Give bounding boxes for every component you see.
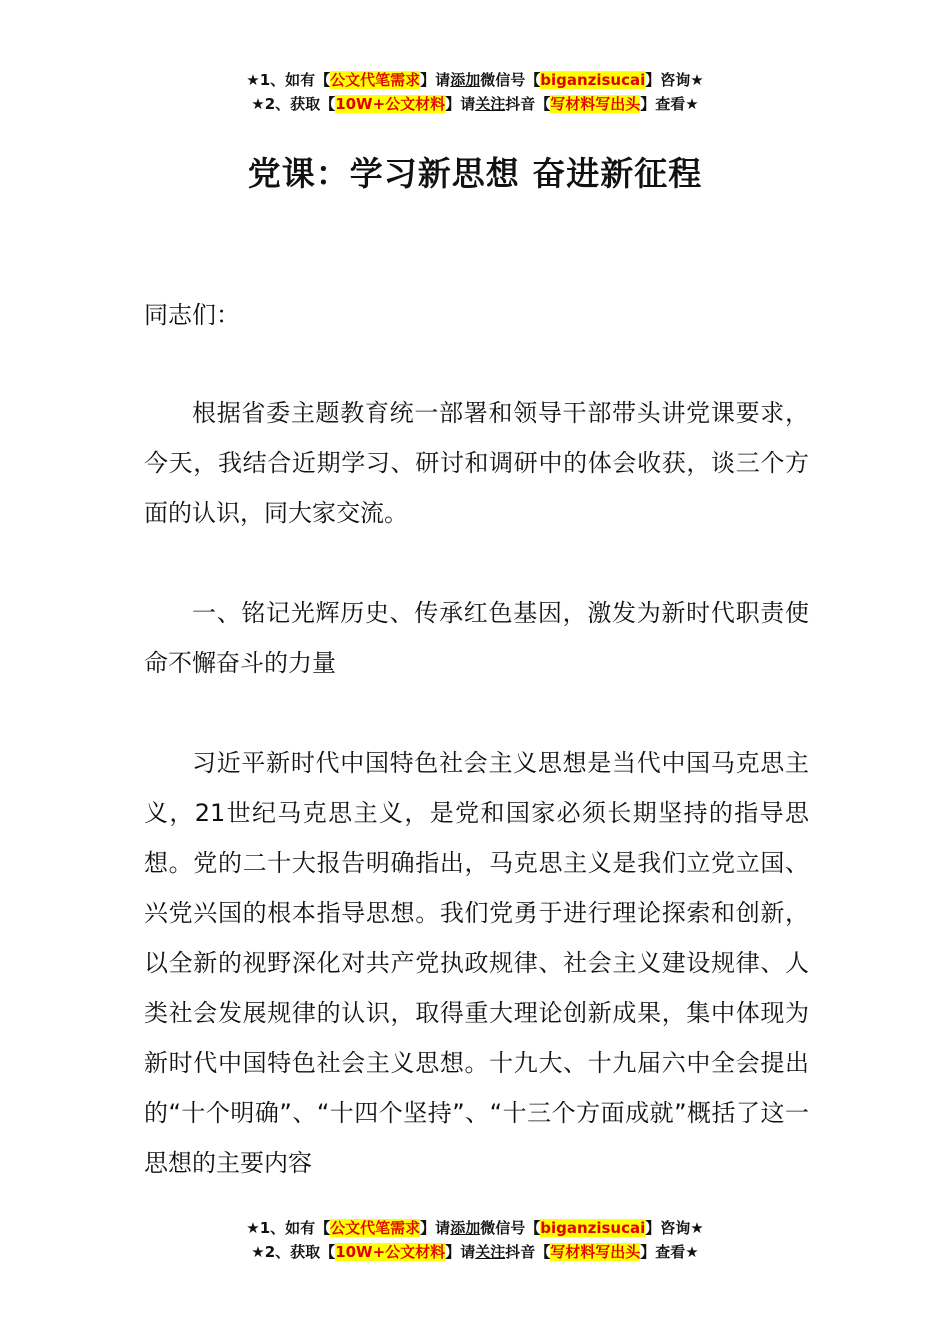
highlight-wechat-id: biganzisucai (540, 1219, 646, 1237)
highlight-wechat-id: biganzisucai (540, 71, 646, 89)
paragraph-body: 习近平新时代中国特色社会主义思想是当代中国马克思主义，21世纪马克思主义，是党和国家必须长期坚持的指导思想。党的二十大报告明确指出，马克思主义是我们立党立国、兴党兴国的根本指导思想。我们党勇于进行理论探索和创新，以全新的视野深化对共产党执政规律、社会主义建设规律、人类社会发展规律的认识，取得重大理论创新成果，集中体现为新时代中国特色社会主义思想。十九大、十九届六中全会提出的“十个明确”、“十四个坚持”、“十三个方面成就”概括了这一思想的主要内容 (144, 749, 809, 1177)
header-banner (0, 68, 950, 116)
banner-line-2: ★2、获取【10W+公文材料】请关注抖音【写材料写出头】查看★ (251, 95, 699, 113)
banner-line-2: ★2、获取【10W+公文材料】请关注抖音【写材料写出头】查看★ (251, 1243, 699, 1261)
greeting: 同志们： (144, 301, 240, 329)
banner-line-1: ★1、如有【公文代笔需求】请添加微信号【biganzisucai】咨询★ (246, 1219, 704, 1237)
section-heading-1: 一、铭记光辉历史、传承红色基因，激发为新时代职责使命不懈奋斗的力量 (144, 599, 809, 677)
footer-banner (0, 1216, 950, 1264)
highlight-douyin-account: 写材料写出头 (550, 95, 641, 113)
highlight-materials: 10W+公文材料 (335, 95, 446, 113)
highlight-service: 公文代笔需求 (330, 71, 421, 89)
document-title: 党课：学习新思想 奋进新征程 (247, 154, 703, 193)
highlight-materials: 10W+公文材料 (335, 1243, 446, 1261)
paragraph-intro: 根据省委主题教育统一部署和领导干部带头讲党课要求，今天，我结合近期学习、研讨和调研中的体会收获，谈三个方面的认识，同大家交流。 (144, 399, 809, 527)
banner-line-1: ★1、如有【公文代笔需求】请添加微信号【biganzisucai】咨询★ (246, 71, 704, 89)
highlight-douyin-account: 写材料写出头 (550, 1243, 641, 1261)
highlight-service: 公文代笔需求 (330, 1219, 421, 1237)
